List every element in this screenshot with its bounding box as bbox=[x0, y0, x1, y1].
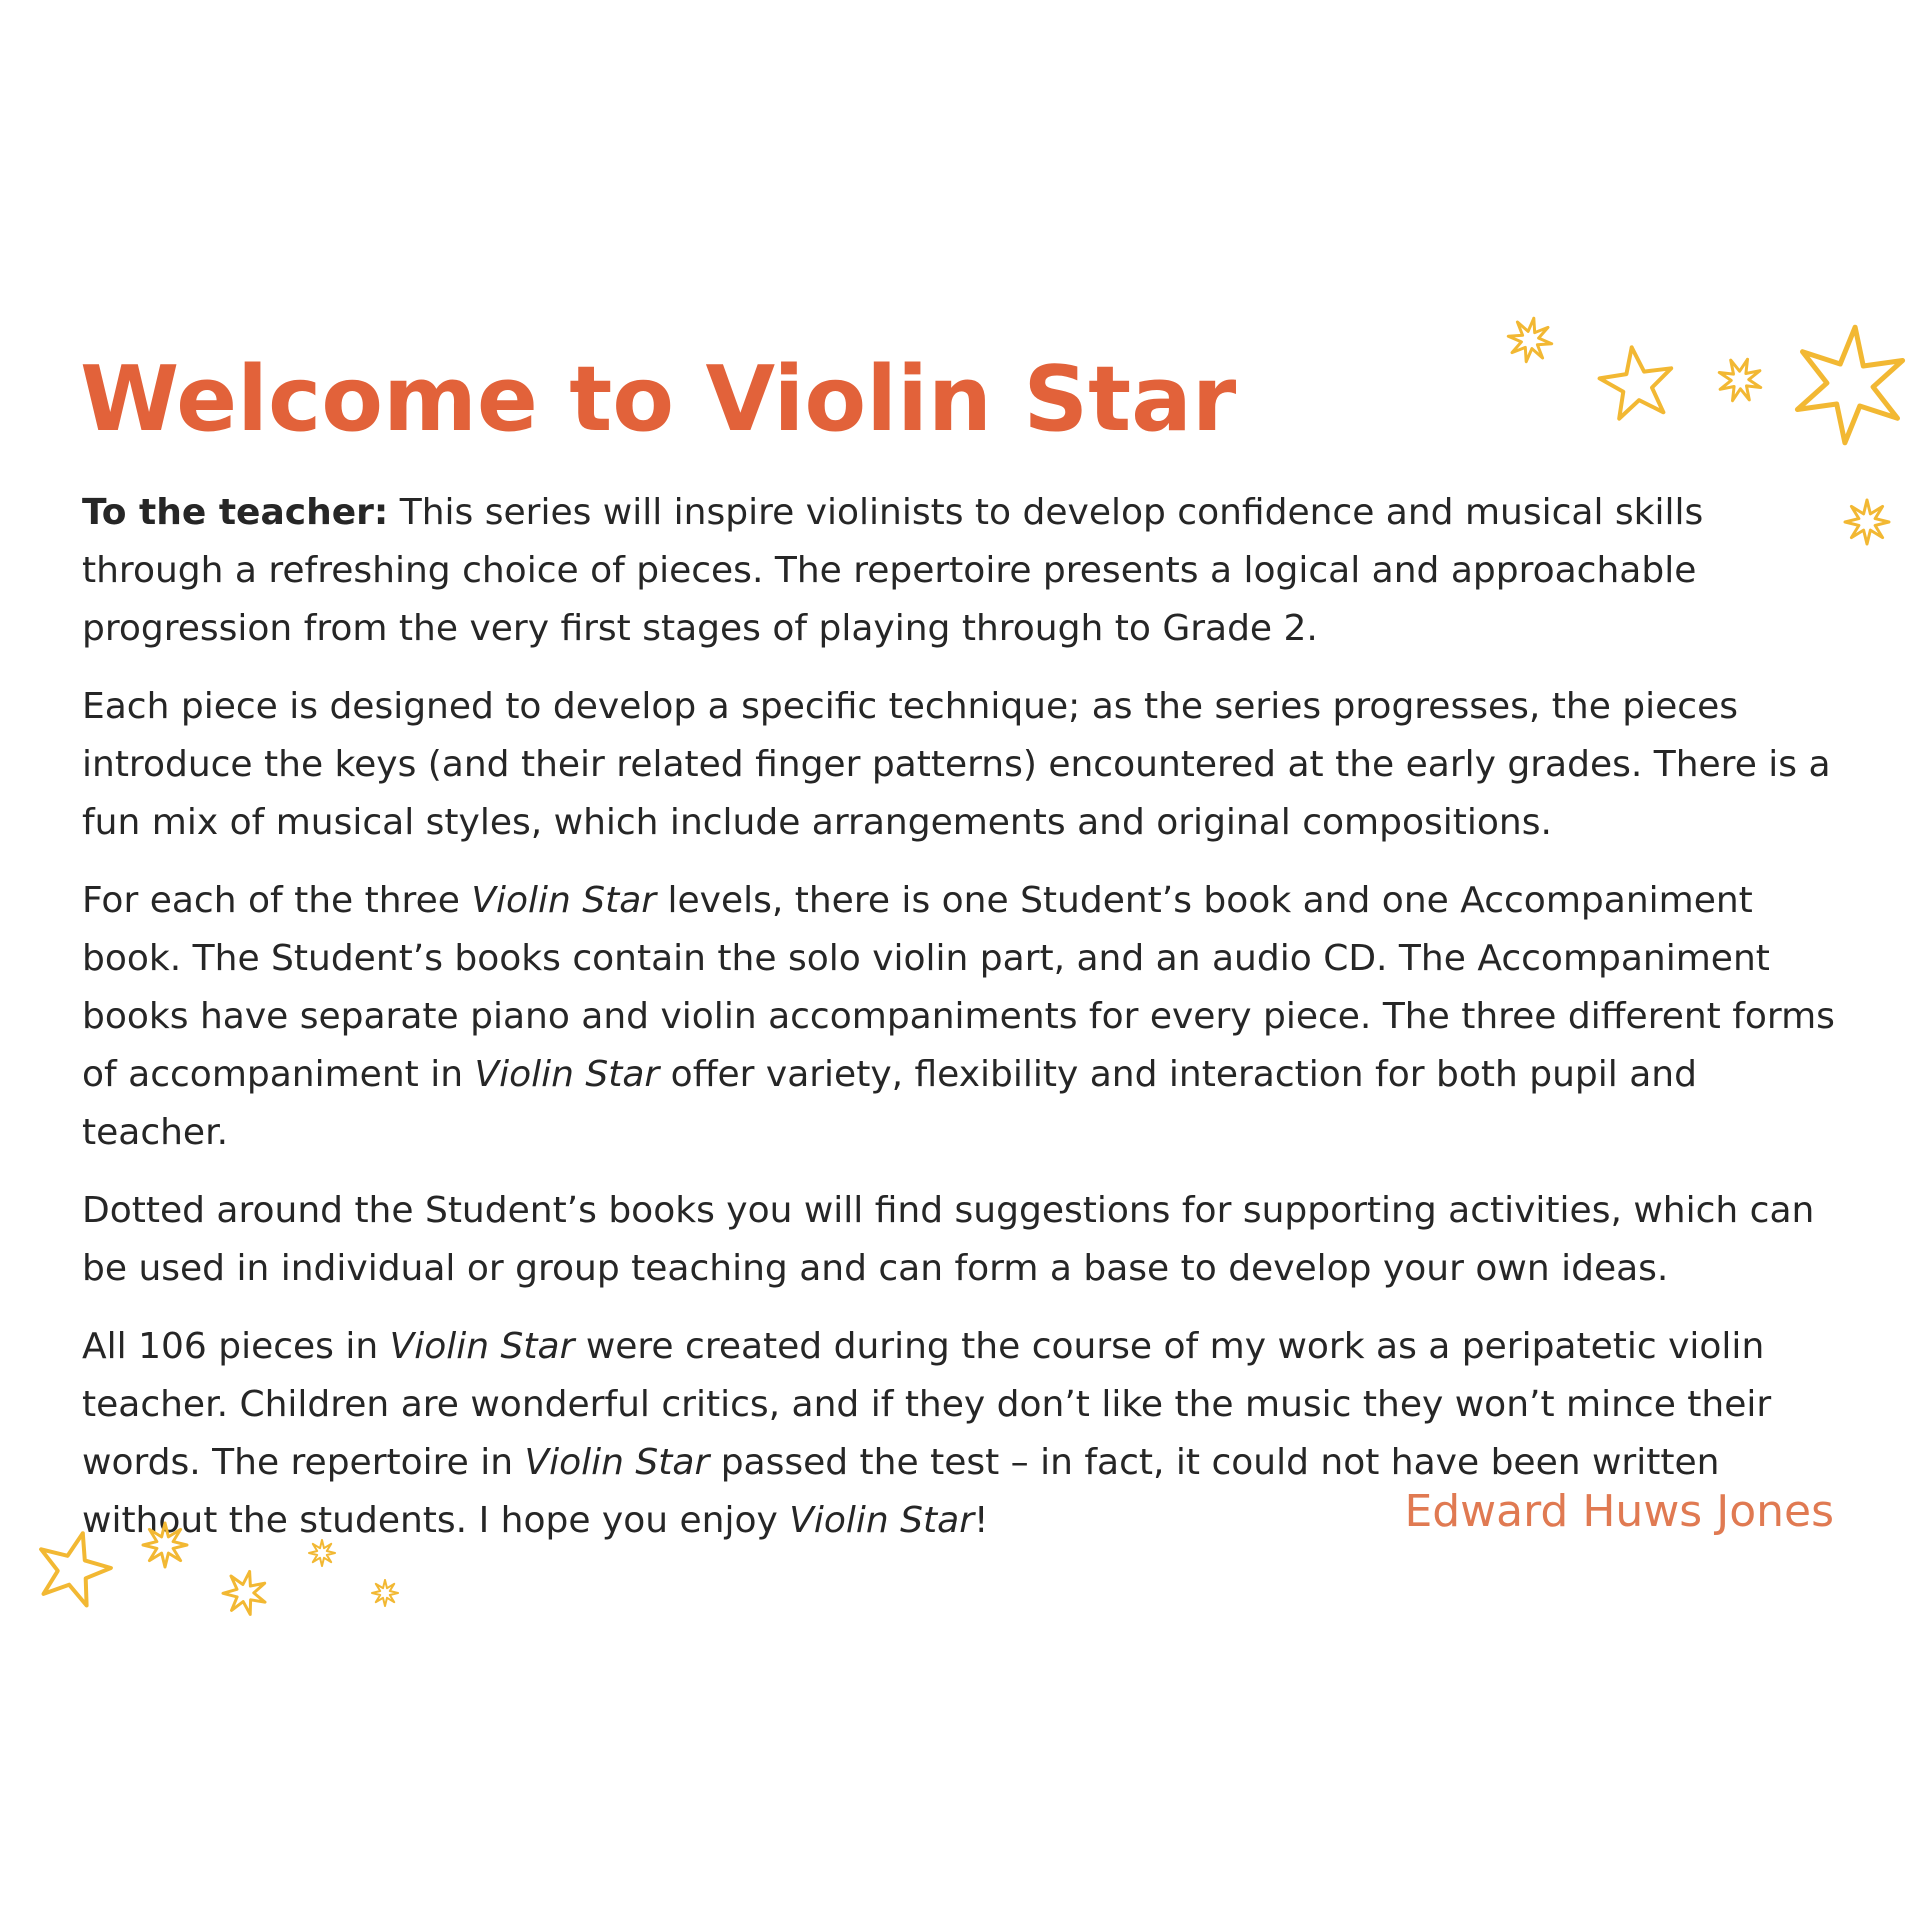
paragraph-text: ! bbox=[974, 1500, 989, 1541]
series-name: Violin Star bbox=[524, 1442, 710, 1483]
paragraph-activities bbox=[82, 1182, 1852, 1298]
paragraph-lead: To the teacher: bbox=[82, 492, 389, 533]
paragraph-intro bbox=[82, 484, 1852, 658]
page-title: Welcome to Violin Star bbox=[80, 347, 1237, 452]
paragraph-text: This series will inspire violinists to develop confidence and musical skills through a refreshing choice of pieces. The repertoire presents a logical and approachable progression from the very first stages of playing through to Grade 2. bbox=[82, 492, 1704, 649]
paragraph-text: For each of the three bbox=[82, 880, 472, 921]
paragraph-text: Each piece is designed to develop a specific technique; as the series progresses, the pieces introduce the keys (and their related finger patterns) encountered at the early grades. There is a fun mix of musical styles, which include arrangements and original compositions. bbox=[82, 686, 1831, 843]
paragraph-text: were created during the course of my work as a peripatetic violin teacher. Children are wonderful critics, and if they don’t like the music they won’t mince their words. The repertoire in bbox=[82, 1326, 1772, 1483]
star-icon bbox=[372, 1580, 398, 1606]
star-icon bbox=[1600, 347, 1672, 418]
paragraph-text: passed the test – in fact, it could not have been written without the students. I hope you enjoy bbox=[82, 1442, 1720, 1541]
star-icon bbox=[1797, 327, 1902, 443]
series-name: Violin Star bbox=[389, 1326, 575, 1367]
series-name: Violin Star bbox=[474, 1054, 660, 1095]
series-name: Violin Star bbox=[471, 880, 657, 921]
paragraph-text: Dotted around the Student’s books you will find suggestions for supporting activities, which can be used in individual or group teaching and can form a base to develop your own ideas. bbox=[82, 1190, 1815, 1289]
star-icon bbox=[1719, 359, 1760, 400]
paragraph-technique bbox=[82, 678, 1852, 852]
author-signature: Edward Huws Jones bbox=[1404, 1486, 1834, 1537]
paragraph-text: offer variety, flexibility and interaction for both pupil and teacher. bbox=[82, 1054, 1697, 1153]
series-name: Violin Star bbox=[789, 1500, 974, 1541]
paragraph-books bbox=[82, 872, 1852, 1162]
paragraph-text: levels, there is one Student’s book and one Accompaniment book. The Student’s books contain the solo violin part, and an audio CD. The Accompaniment books have separate piano and violin accompaniments for every piece. The three different forms of accompaniment in bbox=[82, 880, 1835, 1095]
paragraph-text: All 106 pieces in bbox=[82, 1326, 390, 1367]
star-icon bbox=[1508, 318, 1551, 361]
star-icon bbox=[223, 1572, 265, 1615]
body-text bbox=[82, 484, 1852, 1570]
